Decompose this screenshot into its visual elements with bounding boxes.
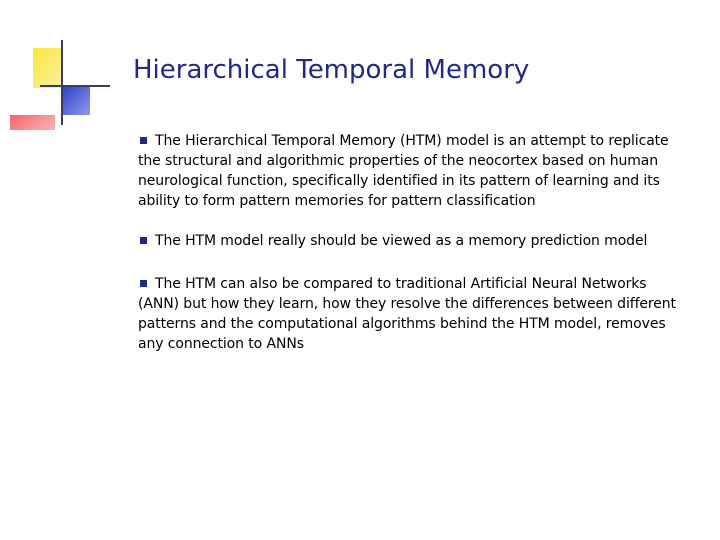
square-bullet-icon — [140, 280, 147, 287]
slide-title: Hierarchical Temporal Memory — [133, 55, 530, 85]
bullet-text: The HTM model really should be viewed as a memory prediction model — [155, 233, 648, 249]
bullet-item — [138, 274, 678, 354]
decorative-squares-logo — [0, 0, 110, 130]
square-bullet-icon — [140, 237, 147, 244]
decor-yellow-square — [33, 48, 63, 88]
bullet-item — [138, 231, 678, 251]
bullet-text: The HTM can also be compared to traditional Artificial Neural Networks (ANN) but how they learn, how they resolve the differences between different patterns and the computational algorithms behind the HTM model, removes any connection to ANNs — [138, 276, 676, 352]
bullet-text: The Hierarchical Temporal Memory (HTM) model is an attempt to replicate the structural and algorithmic properties of the neocortex based on human neurological function, specifically identified in its pattern of learning and its ability to form pattern memories for pattern classification — [138, 133, 669, 209]
decor-red-square — [10, 115, 55, 130]
bullet-list — [138, 131, 678, 354]
square-bullet-icon — [140, 137, 147, 144]
bullet-item — [138, 131, 678, 211]
decor-blue-square — [62, 85, 90, 115]
